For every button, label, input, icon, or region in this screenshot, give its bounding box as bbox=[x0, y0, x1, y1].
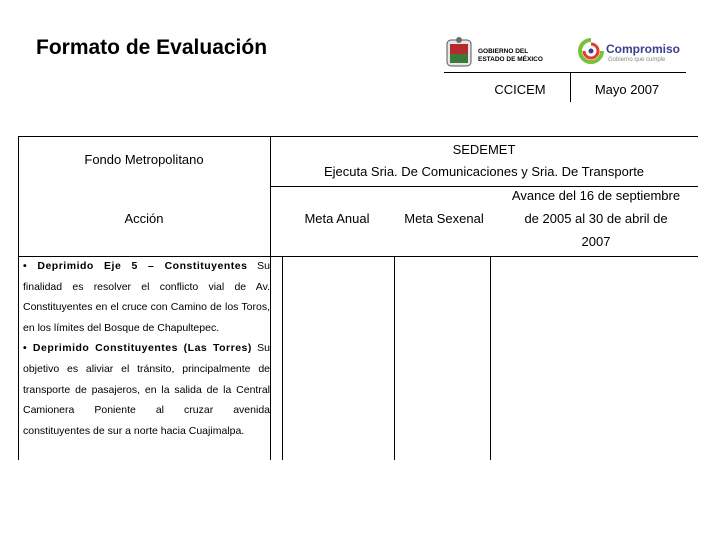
ccicem-label: CCICEM bbox=[494, 82, 546, 97]
accion-header: Acción bbox=[124, 211, 164, 226]
page-title: Formato de Evaluación bbox=[36, 36, 268, 59]
meta-anual-header: Meta Anual bbox=[304, 211, 370, 226]
header-rule bbox=[444, 72, 686, 73]
accion-body bbox=[23, 256, 270, 441]
avance-header-line-2: de 2005 al 30 de abril de bbox=[524, 211, 668, 226]
coat-of-arms-icon bbox=[444, 36, 474, 70]
avance-header-line-1: Avance del 16 de septiembre bbox=[511, 188, 681, 203]
fondo-metropolitano-cell: Fondo Metropolitano bbox=[84, 152, 204, 167]
table-row-divider-ejecuta bbox=[270, 186, 698, 187]
table-col-divider-2 bbox=[282, 256, 283, 460]
accion-item bbox=[23, 256, 270, 338]
accion-item-name: • Deprimido Eje 5 – Constituyentes bbox=[23, 260, 248, 272]
accion-item-description: Su finalidad es resolver el conflicto vial de Av. Constituyentes en el cruce con Camino de los Toros, en los límites del Bosque de Chapultepec. bbox=[23, 260, 270, 334]
gobierno-logo-line-2: ESTADO DE MÉXICO bbox=[478, 56, 543, 63]
accion-item-name: • Deprimido Constituyentes (Las Torres) bbox=[23, 342, 252, 355]
table-col-divider-3 bbox=[394, 256, 395, 460]
gobierno-estado-mexico-logo bbox=[444, 36, 548, 72]
avance-header-line-3: 2007 bbox=[581, 234, 611, 249]
table-col-divider-4 bbox=[490, 256, 491, 460]
meta-sexenal-header: Meta Sexenal bbox=[404, 211, 484, 226]
accion-item bbox=[23, 338, 270, 441]
accion-item-description: Su objetivo es aliviar el tránsito, principalmente de transporte de pasajeros, en la salida de la Central Camionera Poniente al cruzar avenida constituyentes de sur a norte hacia Cuajimalpa. bbox=[23, 342, 270, 437]
header-divider bbox=[570, 72, 571, 102]
table-col-divider-1 bbox=[270, 136, 271, 460]
table-top-border bbox=[18, 136, 698, 137]
sedemet-cell: SEDEMET bbox=[452, 142, 516, 157]
table-left-border bbox=[18, 136, 19, 460]
compromiso-swirl-icon bbox=[578, 38, 604, 64]
gobierno-logo-line-1: GOBIERNO DEL bbox=[478, 48, 529, 55]
date-label: Mayo 2007 bbox=[594, 82, 660, 97]
compromiso-logo bbox=[578, 36, 688, 70]
compromiso-name: Compromiso bbox=[606, 42, 681, 56]
compromiso-tagline: Gobierno que cumple bbox=[608, 57, 666, 63]
ejecuta-cell: Ejecuta Sria. De Comunicaciones y Sria. De Transporte bbox=[323, 164, 645, 179]
